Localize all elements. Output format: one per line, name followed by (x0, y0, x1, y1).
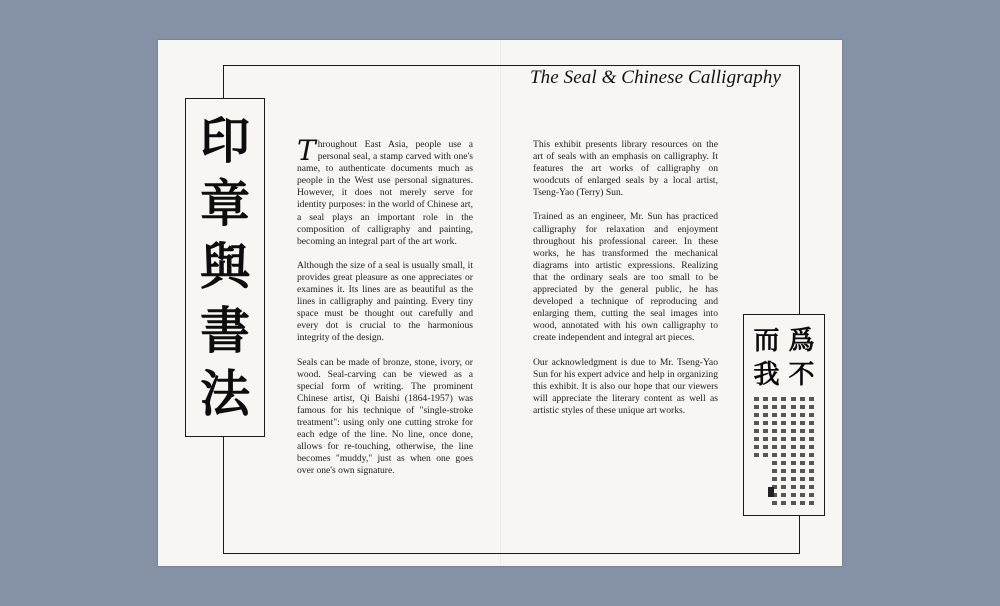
paragraph-text: hroughout East Asia, people use a personal seal, a stamp carved with one's name, to authenticate documents much as people in the West use personal signatures. However, it does not merely serve for identity purposes: in the world of Chinese art, a seal plays an important role in the composition of calligraphy and painting, becoming an integral part of the art work. (297, 139, 473, 247)
seal-glyph: 不 (788, 360, 815, 390)
seal-glyph: 爲 (788, 326, 815, 356)
calligraphy-glyph: 法 (200, 364, 250, 424)
calligraphy-glyph: 與 (200, 237, 250, 297)
paragraph: Although the size of a seal is usually small, it provides great pleasure as one appreciates or examines it. Its lines are as beautiful as the lines in calligraphy and painting. Every tiny space must be thought out carefully and every dot is crucial to the harmonious integrity of the design. (297, 259, 473, 344)
paragraph (297, 134, 473, 248)
paragraph: This exhibit presents library resources on the art of seals with an emphasis on calligraphy. It features the art works of calligraphy on woodcuts of enlarged seals by a local artist, Tseng-Yao (Terry) Sun. (533, 139, 718, 199)
script-line (800, 397, 805, 507)
artist-stamp (768, 487, 774, 497)
left-text-column (297, 134, 473, 489)
seal-impression (750, 325, 818, 391)
script-line (791, 397, 796, 507)
seal-glyph: 而 (753, 326, 780, 356)
paragraph: Trained as an engineer, Mr. Sun has practiced calligraphy for relaxation and enjoyment throughout his professional career. In these works, he has transformed the mechanical diagrams into artistic expressions. Realizing that the ordinary seals are too small to be appreciated by the general public, he has developed a technique of reproducing and enlarging them, cutting the seal images into wood, annotated with his own calligraphy to create independent and integral art pieces. (533, 211, 718, 344)
calligraphy-glyph: 書 (200, 300, 250, 360)
right-text-column (533, 139, 718, 429)
page-title: The Seal & Chinese Calligraphy (529, 67, 781, 88)
brochure-spread (158, 40, 842, 566)
script-line (763, 397, 768, 458)
calligraphy-glyph: 印 (200, 110, 250, 170)
calligraphy-glyph: 章 (200, 174, 250, 234)
vertical-calligraphy-panel (185, 98, 265, 437)
seal-glyph: 我 (753, 360, 780, 390)
script-line (809, 397, 814, 507)
calligraphy-annotation (754, 397, 814, 507)
drop-cap: T (297, 134, 316, 167)
seal-artwork-panel (743, 314, 825, 516)
paragraph: Our acknowledgment is due to Mr. Tseng-Yao Sun for his expert advice and help in organizing this exhibit. It is also our hope that our viewers will appreciate the literary content as well as artistic styles of these unique art works. (533, 356, 718, 416)
paragraph: Seals can be made of bronze, stone, ivory, or wood. Seal-carving can be viewed as a special form of writing. The prominent Chinese artist, Qi Baishi (1864-1957) was famous for his technique of "single-stroke treatment": using only one cutting stroke for each edge of the line. No line, once done, allows for re-touching, otherwise, the line becomes "muddy," just as when one goes over one's own signature. (297, 356, 473, 477)
script-line (754, 397, 759, 458)
script-line (781, 397, 786, 507)
